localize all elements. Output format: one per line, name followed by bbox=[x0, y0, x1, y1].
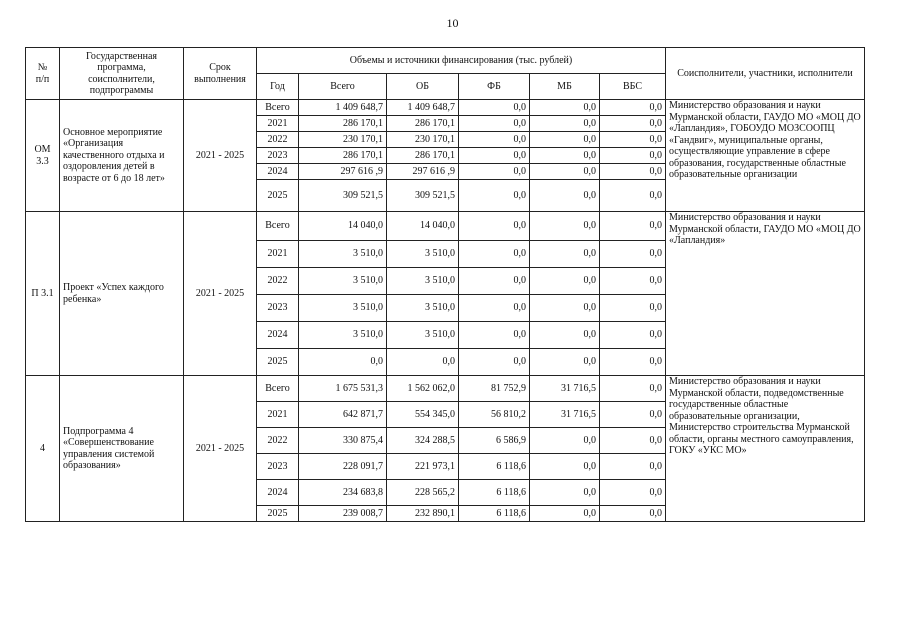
cell-ob: 286 170,1 bbox=[387, 148, 459, 164]
cell-total: 3 510,0 bbox=[299, 241, 387, 268]
cell-year: 2023 bbox=[257, 148, 299, 164]
cell-mb: 0,0 bbox=[530, 349, 600, 376]
row-term: 2021 - 2025 bbox=[184, 212, 257, 376]
cell-fb: 0,0 bbox=[459, 212, 530, 241]
header-executors: Соисполнители, участники, исполнители bbox=[666, 48, 865, 100]
cell-vbs: 0,0 bbox=[600, 349, 666, 376]
cell-year: 2021 bbox=[257, 402, 299, 428]
cell-year: 2022 bbox=[257, 428, 299, 454]
cell-mb: 0,0 bbox=[530, 132, 600, 148]
cell-fb: 0,0 bbox=[459, 148, 530, 164]
cell-mb: 0,0 bbox=[530, 295, 600, 322]
cell-total: 3 510,0 bbox=[299, 268, 387, 295]
cell-year: 2023 bbox=[257, 454, 299, 480]
cell-fb: 0,0 bbox=[459, 295, 530, 322]
table-row bbox=[26, 100, 865, 116]
cell-vbs: 0,0 bbox=[600, 241, 666, 268]
cell-vbs: 0,0 bbox=[600, 428, 666, 454]
cell-vbs: 0,0 bbox=[600, 100, 666, 116]
cell-ob: 309 521,5 bbox=[387, 180, 459, 212]
cell-year: Всего bbox=[257, 376, 299, 402]
cell-ob: 221 973,1 bbox=[387, 454, 459, 480]
row-code: ОМ 3.3 bbox=[26, 100, 60, 212]
table-row bbox=[26, 212, 865, 241]
cell-mb: 0,0 bbox=[530, 322, 600, 349]
cell-year: 2024 bbox=[257, 322, 299, 349]
header-year: Год bbox=[257, 74, 299, 100]
financing-table bbox=[25, 47, 865, 522]
row-term: 2021 - 2025 bbox=[184, 100, 257, 212]
cell-year: Всего bbox=[257, 212, 299, 241]
cell-ob: 324 288,5 bbox=[387, 428, 459, 454]
row-executors: Министерство образования и науки Мурманской области, ГАУДО МО «МОЦ ДО «Лапландия» bbox=[666, 212, 865, 376]
cell-ob: 0,0 bbox=[387, 349, 459, 376]
cell-vbs: 0,0 bbox=[600, 454, 666, 480]
cell-year: Всего bbox=[257, 100, 299, 116]
row-executors: Министерство образования и науки Мурманской области, ГАУДО МО «МОЦ ДО «Лапландия», ГОБОУДО МОЗСООПЦ «Гандвиг», муниципальные органы, осуществляющие управление в сфере образования, государственные областные образовательные организации bbox=[666, 100, 865, 212]
cell-year: 2024 bbox=[257, 480, 299, 506]
cell-vbs: 0,0 bbox=[600, 148, 666, 164]
header-total: Всего bbox=[299, 74, 387, 100]
cell-ob: 554 345,0 bbox=[387, 402, 459, 428]
cell-year: 2021 bbox=[257, 116, 299, 132]
cell-mb: 0,0 bbox=[530, 454, 600, 480]
cell-ob: 286 170,1 bbox=[387, 116, 459, 132]
cell-year: 2023 bbox=[257, 295, 299, 322]
cell-total: 1 675 531,3 bbox=[299, 376, 387, 402]
cell-vbs: 0,0 bbox=[600, 212, 666, 241]
cell-mb: 0,0 bbox=[530, 164, 600, 180]
cell-total: 230 170,1 bbox=[299, 132, 387, 148]
cell-fb: 6 118,6 bbox=[459, 454, 530, 480]
cell-fb: 0,0 bbox=[459, 268, 530, 295]
cell-year: 2025 bbox=[257, 349, 299, 376]
cell-mb: 0,0 bbox=[530, 100, 600, 116]
cell-mb: 0,0 bbox=[530, 116, 600, 132]
cell-total: 642 871,7 bbox=[299, 402, 387, 428]
cell-total: 234 683,8 bbox=[299, 480, 387, 506]
cell-fb: 0,0 bbox=[459, 241, 530, 268]
cell-total: 3 510,0 bbox=[299, 322, 387, 349]
cell-mb: 0,0 bbox=[530, 212, 600, 241]
cell-ob: 1 409 648,7 bbox=[387, 100, 459, 116]
cell-mb: 31 716,5 bbox=[530, 402, 600, 428]
header-ob: ОБ bbox=[387, 74, 459, 100]
cell-year: 2022 bbox=[257, 268, 299, 295]
cell-ob: 3 510,0 bbox=[387, 295, 459, 322]
cell-vbs: 0,0 bbox=[600, 480, 666, 506]
cell-fb: 0,0 bbox=[459, 100, 530, 116]
cell-vbs: 0,0 bbox=[600, 116, 666, 132]
cell-mb: 0,0 bbox=[530, 428, 600, 454]
cell-total: 0,0 bbox=[299, 349, 387, 376]
cell-mb: 31 716,5 bbox=[530, 376, 600, 402]
cell-mb: 0,0 bbox=[530, 506, 600, 522]
cell-year: 2025 bbox=[257, 180, 299, 212]
cell-vbs: 0,0 bbox=[600, 268, 666, 295]
row-program-name: Подпрограмма 4 «Совершенствование управления системой образования» bbox=[60, 376, 184, 522]
row-program-name: Основное мероприятие «Организация качественного отдыха и оздоровления детей в возрасте от 6 до 18 лет» bbox=[60, 100, 184, 212]
table-row bbox=[26, 376, 865, 402]
cell-ob: 1 562 062,0 bbox=[387, 376, 459, 402]
cell-vbs: 0,0 bbox=[600, 132, 666, 148]
cell-year: 2021 bbox=[257, 241, 299, 268]
row-term: 2021 - 2025 bbox=[184, 376, 257, 522]
row-code: П 3.1 bbox=[26, 212, 60, 376]
cell-fb: 6 586,9 bbox=[459, 428, 530, 454]
cell-fb: 0,0 bbox=[459, 180, 530, 212]
cell-mb: 0,0 bbox=[530, 148, 600, 164]
cell-fb: 0,0 bbox=[459, 116, 530, 132]
cell-year: 2022 bbox=[257, 132, 299, 148]
table-body bbox=[26, 100, 865, 522]
cell-total: 228 091,7 bbox=[299, 454, 387, 480]
cell-total: 286 170,1 bbox=[299, 148, 387, 164]
cell-ob: 3 510,0 bbox=[387, 241, 459, 268]
row-code: 4 bbox=[26, 376, 60, 522]
row-executors: Министерство образования и науки Мурманской области, подведомственные государственные областные образовательные организации, Министерство строительства Мурманской области, органы местного самоуправления, ГОКУ «УКС МО» bbox=[666, 376, 865, 522]
cell-vbs: 0,0 bbox=[600, 322, 666, 349]
header-fb: ФБ bbox=[459, 74, 530, 100]
cell-total: 297 616 ,9 bbox=[299, 164, 387, 180]
cell-total: 3 510,0 bbox=[299, 295, 387, 322]
cell-mb: 0,0 bbox=[530, 180, 600, 212]
page-number: 10 bbox=[446, 16, 459, 30]
header-term: Срок выполнения bbox=[184, 48, 257, 100]
cell-ob: 230 170,1 bbox=[387, 132, 459, 148]
cell-fb: 6 118,6 bbox=[459, 480, 530, 506]
header-num: № п/п bbox=[26, 48, 60, 100]
cell-ob: 3 510,0 bbox=[387, 322, 459, 349]
cell-total: 286 170,1 bbox=[299, 116, 387, 132]
cell-total: 309 521,5 bbox=[299, 180, 387, 212]
cell-ob: 297 616 ,9 bbox=[387, 164, 459, 180]
cell-fb: 81 752,9 bbox=[459, 376, 530, 402]
cell-year: 2025 bbox=[257, 506, 299, 522]
cell-vbs: 0,0 bbox=[600, 180, 666, 212]
cell-vbs: 0,0 bbox=[600, 164, 666, 180]
cell-ob: 228 565,2 bbox=[387, 480, 459, 506]
cell-fb: 6 118,6 bbox=[459, 506, 530, 522]
cell-total: 330 875,4 bbox=[299, 428, 387, 454]
cell-fb: 0,0 bbox=[459, 322, 530, 349]
cell-mb: 0,0 bbox=[530, 480, 600, 506]
cell-vbs: 0,0 bbox=[600, 402, 666, 428]
cell-fb: 56 810,2 bbox=[459, 402, 530, 428]
cell-fb: 0,0 bbox=[459, 164, 530, 180]
header-program: Государственная программа, соисполнители, подпрограммы bbox=[60, 48, 184, 100]
cell-total: 14 040,0 bbox=[299, 212, 387, 241]
row-program-name: Проект «Успех каждого ребенка» bbox=[60, 212, 184, 376]
cell-fb: 0,0 bbox=[459, 349, 530, 376]
cell-mb: 0,0 bbox=[530, 241, 600, 268]
header-funding: Объемы и источники финансирования (тыс. рублей) bbox=[257, 48, 666, 74]
cell-ob: 232 890,1 bbox=[387, 506, 459, 522]
cell-mb: 0,0 bbox=[530, 268, 600, 295]
cell-vbs: 0,0 bbox=[600, 376, 666, 402]
cell-vbs: 0,0 bbox=[600, 295, 666, 322]
header-mb: МБ bbox=[530, 74, 600, 100]
header-vbs: ВБС bbox=[600, 74, 666, 100]
cell-total: 1 409 648,7 bbox=[299, 100, 387, 116]
cell-fb: 0,0 bbox=[459, 132, 530, 148]
cell-total: 239 008,7 bbox=[299, 506, 387, 522]
cell-year: 2024 bbox=[257, 164, 299, 180]
cell-ob: 14 040,0 bbox=[387, 212, 459, 241]
cell-ob: 3 510,0 bbox=[387, 268, 459, 295]
cell-vbs: 0,0 bbox=[600, 506, 666, 522]
